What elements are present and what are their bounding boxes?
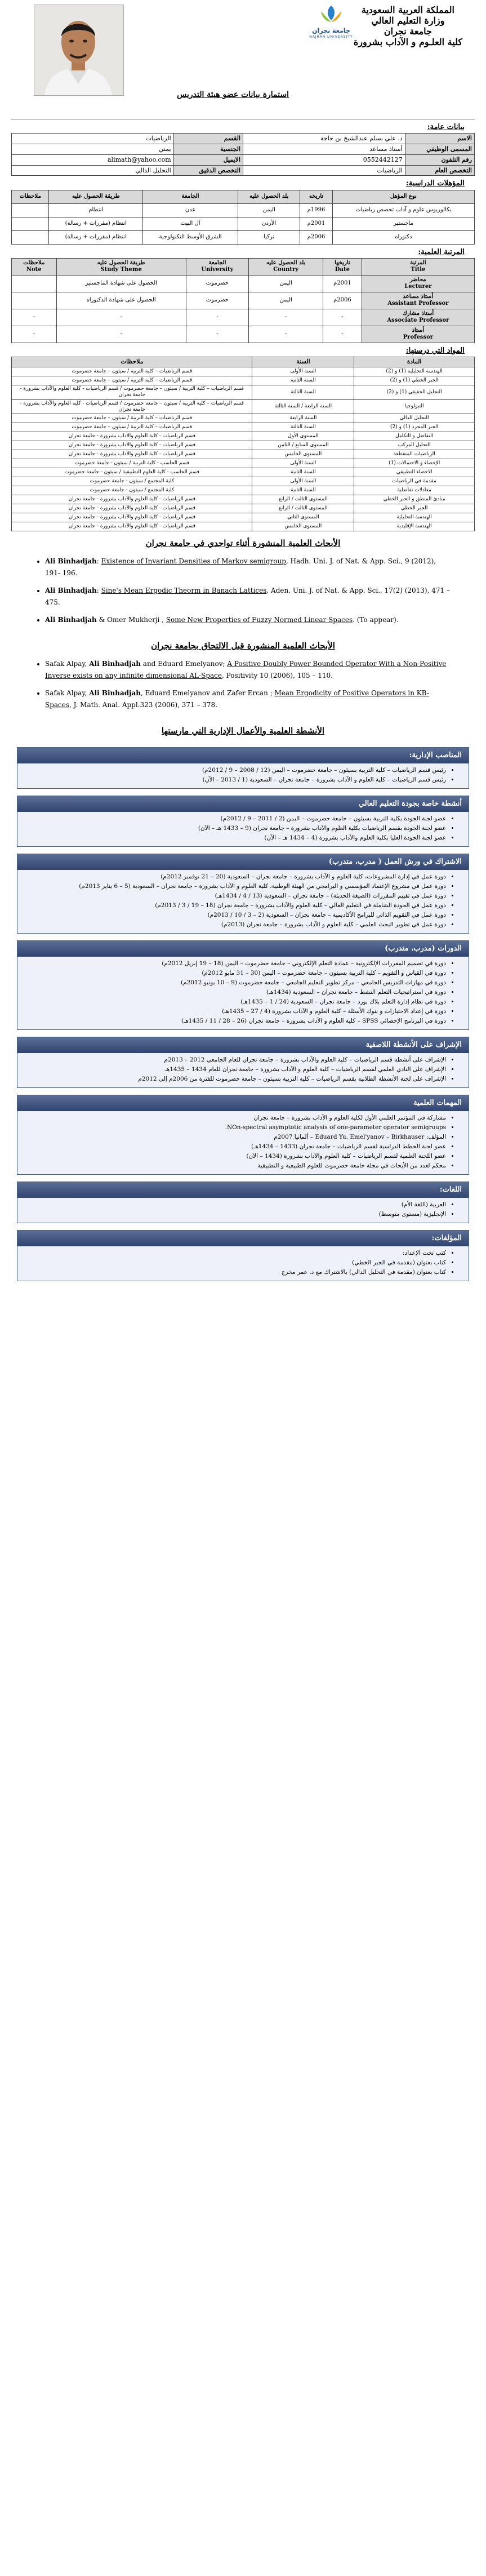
table-cell [12,217,49,230]
activity-item: • الإشراف على لجنة الأنشطة الطلابية بقسم الرياضيات – كلية التربية بسيئون – جامعة حضرموت للفترة من 2006م إلى 2012م [26,1074,446,1084]
table-cell: قسم الرياضيات – كلية التربية / سيئون – جامعة حضرموت [12,423,252,432]
table-cell: الإحصاء و الاحتمالات (1) [354,459,475,468]
rank-title-ar: أستاذ مشارك [402,310,434,317]
publication-sep: : [96,586,101,594]
activity-section [17,1230,469,1281]
table-cell: الحصول على شهادة الدكتوراه [56,292,186,309]
table-cell: - [56,309,186,326]
activity-item: • NOn-spectral asymptotic analysis of one-parameter operator semigroups. [26,1123,446,1132]
table-cell: قسم الرياضيات – كلية التربية / سيئون – جامعة حضرموت [12,414,252,423]
activity-list [17,957,469,1029]
label-cell: التخصص الدقيق [173,165,243,176]
activity-section [17,1037,469,1088]
activity-item: • دورة عمل في التقويم الذاتي للبرامج الأكاديمية – جامعة نجران – السعودية (2 – 3 / 10 / 2013م) [26,911,446,920]
table-cell: السنة الرابعة / السنة الثالثة [252,399,354,414]
table-cell: قسم الحاسب - كلية العلوم التطبيقية / سيئون - جامعة حضرموت [12,468,252,477]
table-cell: - [12,326,57,343]
table-cell: الجبر الخطي [354,504,475,513]
activity-list [17,1246,469,1281]
table-cell: - [249,309,323,326]
header-line: جامعة نجران [384,26,432,37]
table-cell: آل البيت [143,217,238,230]
table-cell: انتظام (مقررات + رسالة) [49,230,143,244]
activity-section [17,796,469,847]
label-cell: الايميل [173,154,243,165]
publications-nu-list [11,553,475,634]
table-cell: المستوى الثالث / الرابع [252,504,354,513]
table-cell: المستوى الخامس [252,522,354,531]
table-row [12,432,475,441]
header-line: وزارة التعليم العالي [371,15,445,26]
activity-item: • دورة عمل في تقييم المقررات (الصيغة الحديثة) – جامعة نجران – السعودية (13 / 4 / 1434هـ) [26,891,446,901]
publication-ref: . (To appear). [353,615,399,624]
column-header: بلد الحصول عليه [238,190,300,203]
activity-section-header: الدورات (مدرب، متدرب) [17,941,469,957]
publication-coauthor: Safak Alpay, [45,689,90,697]
table-row [12,230,475,244]
activity-item: • رئيس قسم الرياضيات – كلية التربية بسيئون – جامعة حضرموت – اليمن (12 / 2008 – 9 / 2012م) [26,766,446,775]
table-cell: قسم الرياضيات - كلية العلوم والآداب بشرورة - جامعة نجران [12,432,252,441]
publication-title: A Positive Doubly Power Bounded Operator With a Non-Positive Inverse exists on any infinite dimensional AL-Space [45,659,447,679]
activity-section-header: الإشراف على الأنشطة اللاصفية [17,1037,469,1053]
activity-list [17,870,469,933]
label-cell: رقم التلفون [405,154,474,165]
publication-title: Mean Ergodicity of Positive Operators in KB-Spaces [45,689,429,709]
activity-item: • عضو اللجنة العلمية لقسم الرياضيات – كلية العلوم والآداب بشرورة (1434 – الآن) [26,1152,446,1161]
table-row [12,399,475,414]
rank-title-ar: أستاذ [412,327,425,334]
rank-title-en: Lecturer [404,283,432,290]
publication-sep: : [96,557,101,565]
activity-item: • العربية (اللغة الأم) [26,1200,446,1210]
value-cell: 0552442127 [243,154,405,165]
table-row [12,459,475,468]
table-cell: - [323,309,362,326]
activity-section [17,1095,469,1175]
table-cell: كلية المجتمع / سيئون - جامعة حضرموت [12,477,252,486]
publications-nu-heading: الأبحاث العلمية المنشورة أثناء تواجدي في جامعة نجران [145,538,341,549]
activity-item: • دورة في مهارات التدريس الجامعي – مركز تطوير التعليم الجامعي – جامعة حضرموت (9 – 10 يونيو 2012م) [26,978,446,988]
general-info-heading: بيانات عامة: [427,123,465,131]
activity-item: • عضو لجنة الجودة العليا بكلية العلوم والآداب بشرورة (4 – 1434 هـ – الآن) [26,833,446,843]
table-cell: اليمن [249,275,323,292]
table-cell: الهندسة الإقليدية [354,522,475,531]
table-row [12,441,475,450]
column-header: تاريخها Date [323,258,362,275]
table-row [12,326,475,343]
table-cell: 2006م [323,292,362,309]
table-cell [12,275,57,292]
table-cell [12,292,57,309]
table-row [12,477,475,486]
publication-title: Existence of Invariant Densities of Markov semigroup [101,557,286,565]
table-cell: مبادئ المنطق و الجبر الخطي [354,495,475,504]
form-title: استمارة بيانات عضو هيئة التدريس [177,90,289,99]
column-header: المادة [354,357,475,367]
publication-sep: and Eduard Emelyanov; [140,659,228,668]
publication-author: Ali Binhadjah [89,689,141,697]
logo-english-text: NAJRAN UNIVERSITY [309,34,353,39]
table-cell [12,203,49,217]
table-cell: السنة الثانية [252,486,354,495]
rank-title-ar: محاضر [409,276,426,283]
value-cell: د. علي بسلم عبدالشيخ بن حاجة [243,134,405,144]
table-cell: قسم الرياضيات – كلية التربية / سيئون – جامعة حضرموت / قسم الرياضيات - كلية العلوم والآداب بشرورة - جامعة نجران [12,399,252,414]
activity-item: • الإشراف على النادي العلمي لقسم الرياضيات – كلية العلوم و الآداب بشرورة – جامعة نجران للعام 1434 – 1435هـ [26,1065,446,1074]
publication-coauthor: Safak Alpay, [45,659,90,668]
activity-item: • المؤلف: Eduard Yu. Emel'yanov – Birkhauser – ألمانيا 2007م [26,1132,446,1142]
table-cell: - [12,309,57,326]
column-header: السنة [252,357,354,367]
table-cell: المستوى السابع / الثامن [252,441,354,450]
activity-list [17,1053,469,1087]
table-header-row [12,357,475,367]
activity-item: • عضو لجنة الجودة بكلية التربية بسيئون – جامعة حضرموت – اليمن (2 / 2011 – 9 / 2012م) [26,814,446,824]
label-cell: القسم [173,134,243,144]
table-cell: اليمن [238,203,300,217]
table-cell: التحليل الحقيقي (1) و (2) [354,385,475,400]
rank-title-cell [362,292,474,309]
table-cell: المستوى الثاني [252,513,354,522]
table-cell: المستوى الأول [252,432,354,441]
table-cell: التحليل الدالي [354,414,475,423]
column-header: الجامعة [143,190,238,203]
column-header: طريقة الحصول عليه Study Theme [56,258,186,275]
rank-title-ar: أستاذ مساعد [403,293,434,300]
activity-section [17,854,469,934]
column-header: ملاحظات Note [12,258,57,275]
qualifications-heading: المؤهلات الدراسية: [405,179,465,188]
column-header: ملاحظات [12,190,49,203]
activity-item: • الإنجليزية (مستوى متوسط) [26,1210,446,1219]
table-cell: الجبر الخطي (1) و (2) [354,376,475,385]
activity-item: • دورة في القياس و التقويم – كلية التربية بسيئون – جامعة حضرموت – اليمن (30 – 31 مايو 2012م) [26,969,446,978]
table-row [12,203,475,217]
table-cell: قسم الرياضيات – كلية التربية / سيئون – جامعة حضرموت [12,367,252,376]
table-cell: قسم الرياضيات - كلية العلوم والآداب بشرورة - جامعة نجران [12,441,252,450]
rank-title-cell [362,275,474,292]
table-row [12,414,475,423]
activity-list [17,763,469,788]
table-row [12,165,475,176]
ranks-body [12,275,475,343]
publication-item [45,585,452,609]
rank-title-cell [362,309,474,326]
table-cell: السنة الأولى [252,367,354,376]
label-cell: المسمى الوظيفي [405,144,474,155]
activity-section-header: المناصب الإدارية: [17,748,469,763]
value-cell: الرياضيات [12,134,174,144]
table-cell: دكتوراه [332,230,474,244]
table-row [12,495,475,504]
table-cell: 2001م [323,275,362,292]
table-cell: الجبر المجرد (1) و (2) [354,423,475,432]
courses-heading: المواد التي درستها: [405,346,465,355]
table-cell: انتظام (مقررات + رسالة) [49,217,143,230]
value-cell: يمني [12,144,174,155]
ranks-table [11,258,475,343]
table-cell: تركيا [238,230,300,244]
table-row [12,154,475,165]
activity-item: • مشاركة في المؤتمر العلمي الأول لكلية العلوم و الآداب بشرورة – جامعة نجران [26,1113,446,1123]
label-cell: الجنسية [173,144,243,155]
activity-item: • دورة عمل في مشروع الإعتماد المؤسسي و البرامجي من الهيئة الوطنية، كلية العلوم و الآداب بشرورة – جامعة نجران – السعودية (5 – 6 يناير 2013م) [26,882,446,891]
table-header-row [12,190,475,203]
university-logo-icon [314,3,348,25]
value-cell: الرياضيات [243,165,405,176]
rank-title-en: Assistant Professor [387,300,449,307]
activity-item: • رئيس قسم الرياضيات – كلية العلوم و الآداب بشرورة – جامعة نجران – السعودية (1 / 2013 – الآن) [26,775,446,785]
activity-section-header: المؤلفات: [17,1231,469,1246]
table-cell: الاحصاء التطبيقي [354,468,475,477]
publication-item [45,687,452,711]
value-cell: التحليل الدالي [12,165,174,176]
label-cell: الاسم [405,134,474,144]
ranks-heading: المرتبة العلمية: [418,247,465,256]
table-row [12,468,475,477]
table-cell: الرياضيات المتقطعة [354,450,475,459]
table-row [12,522,475,531]
rank-title-en: Professor [403,334,434,341]
table-cell: كلية المجتمع / سيئون - جامعة حضرموت [12,486,252,495]
column-header: طريقة الحصول عليه [49,190,143,203]
column-header: بلد الحصول عليه Country [249,258,323,275]
table-cell: السنة الأولى [252,477,354,486]
table-cell: - [186,309,248,326]
publication-author: Ali Binhadjah [45,557,97,565]
table-cell: السنة الثالثة [252,385,354,400]
table-cell: بكالوريوس علوم و آداب تخصص رياضيات [332,203,474,217]
table-row [12,367,475,376]
table-cell: الشرق الأوسط التكنولوجية [143,230,238,244]
table-cell: السنة الرابعة [252,414,354,423]
table-cell: قسم الحاسب - كلية التربية / سيئون - جامعة حضرموت [12,459,252,468]
column-header: المرتبة Title [362,258,474,275]
courses-table [11,357,475,531]
table-row [12,486,475,495]
table-row [12,144,475,155]
logo-arabic-text: جامعة نجران [312,27,350,35]
table-row [12,423,475,432]
activity-item: • دورة عمل في تطوير البحث العلمي – كلية العلوم و الآداب بشرورة – جامعة نجران (2013م) [26,920,446,930]
table-cell: حضرموت [186,292,248,309]
activities-heading: الأنشطة العلمية والأعمال الإدارية التي مارستها [161,725,325,736]
publication-ref: , Positivity 10 (2006), 105 – 110. [222,671,333,679]
table-cell: قسم الرياضيات - كلية العلوم والآداب بشرورة - جامعة نجران [12,450,252,459]
university-logo [306,3,356,39]
table-row [12,275,475,292]
activity-list [17,812,469,846]
activity-item: • عضو لجنة الجودة بقسم الرياضيات بكلية العلوم والآداب بشرورة – جامعة نجران (9 – 1433 هـ – الآن) [26,824,446,833]
activity-item: • دورة في تصميم المقررات الإلكترونية – عمادة التعلم الإلكتروني – جامعة حضرموت – اليمن (18 – 19 إبريل 2012م) [26,959,446,969]
table-cell: معادلات تفاضلية [354,486,475,495]
table-header-row [12,258,475,275]
activity-list [17,1111,469,1174]
table-row [12,513,475,522]
qualifications-table [11,190,475,245]
table-row [12,292,475,309]
publication-ref: , J. Math. Anal. Appl.323 (2006), 371 – 378. [69,700,218,709]
table-row [12,134,475,144]
table-cell: انتظام [49,203,143,217]
label-cell: التخصص العام [405,165,474,176]
table-cell: التبولوجيا [354,399,475,414]
publication-ref: , Aden. Uni. J. of Nat. & App. Sci., 17(2) (2013), 471 – 475. [45,586,450,606]
value-cell: أستاذ مساعد [243,144,405,155]
activity-item: • محكم لعدد من الأبحاث في مجلة جامعة حضرموت للعلوم الطبيعية و التطبيقية [26,1161,446,1171]
table-cell: - [249,326,323,343]
activity-item: • دورة في إعداد الاختبارات و بنوك الأسئلة – كلية العلوم و الآداب بشرورة (4 / 27 – 1435هـ) [26,1007,446,1016]
table-cell: السنة الثانية [252,468,354,477]
portrait-image [34,5,123,96]
activity-section [17,940,469,1030]
table-cell: اليمن [249,292,323,309]
activity-section-header: الاشتراك في ورش العمل ( مدرب، متدرب) [17,854,469,870]
table-cell: - [323,326,362,343]
table-cell [12,230,49,244]
table-cell: الحصول على شهادة الماجستير [56,275,186,292]
courses-body [12,367,475,531]
table-cell: قسم الرياضيات – كلية التربية / سيئون – جامعة حضرموت [12,376,252,385]
activity-section-header: اللغات: [17,1182,469,1198]
activity-section-header: أنشطة خاصة بجودة التعليم العالي [17,796,469,812]
table-row [12,309,475,326]
table-cell: الهندسة التحليلية (1) و (2) [354,367,475,376]
column-header: الجامعة University [186,258,248,275]
publications-prior-heading: الأبحاث العلمية المنشورة قبل الالتحاق بجامعة نجران [151,640,335,651]
table-row [12,217,475,230]
activity-item: • دورة في استراتيجيات التعلم النشط – جامعة نجران – السعودية (1434هـ) [26,988,446,997]
table-cell: 1996م [300,203,332,217]
publication-title: Sine's Mean Ergodic Theorm in Banach Lattices [101,586,267,594]
table-cell: عدن [143,203,238,217]
kingdom-header [354,5,462,47]
header-line: المملكة العربية السعودية [361,5,454,15]
rank-title-en: Associate Professor [387,317,449,324]
publication-item [45,556,452,579]
column-header: نوع المؤهل [332,190,474,203]
qualifications-body [12,203,475,244]
activity-item: • دورة عمل في الجودة الشاملة في التعليم العالي – كلية العلوم والآداب بشرورة – جامعة نجران (18 – 19 / 3 / 2013م) [26,901,446,911]
general-info-table [11,133,475,176]
table-cell: قسم الرياضيات – كلية التربية / سيئون – جامعة حضرموت / قسم الرياضيات - كلية العلوم والآداب بشرورة - جامعة نجران [12,385,252,400]
table-cell: المستوى الثالث / الرابع [252,495,354,504]
rank-title-cell [362,326,474,343]
publication-title: Some New Properties of Fuzzy Normed Linear Spaces [166,615,353,624]
publication-author: Ali Binhadjah [45,615,97,624]
column-header: تاريخه [300,190,332,203]
table-row [12,376,475,385]
activity-item: • عضو لجنة الخطط الدراسية لقسم الرياضيات – جامعة نجران (1433 – 1434هـ) [26,1142,446,1152]
table-cell: 2006م [300,230,332,244]
table-cell: السنة الثالثة [252,423,354,432]
table-cell: حضرموت [186,275,248,292]
activity-item: • دورة في نظام إدارة التعلم بلاك بورد – جامعة نجران – السعودية (24 / 1 – 1435هـ) [26,997,446,1007]
table-cell: قسم الرياضيات - كلية العلوم والآداب بشرورة - جامعة نجران [12,513,252,522]
table-cell: التحليل المركب [354,441,475,450]
publication-sep: , Eduard Emelyanov and Zafer Ercan ; [140,689,275,697]
activity-item: • دورة في البرنامج الإحصائي SPSS – كلية العلوم و الآداب بشرورة – جامعة نجران (26 – 28 / 11 / 1435هـ) [26,1016,446,1026]
activity-section-header: المهمات العلمية [17,1095,469,1111]
profile-photo [34,5,124,96]
activity-item: • الإشراف على أنشطة قسم الرياضيات – كلية العلوم والآداب بشرورة – جامعة نجران للعام الجامعي 2012 – 2013م [26,1055,446,1065]
table-cell: التفاضل و التكامل [354,432,475,441]
header-line: كلية العلـوم و الآداب بشرورة [353,37,462,47]
publication-author: Ali Binhadjah [89,659,141,668]
publications-prior-list [11,656,475,719]
activities-container [11,747,475,1281]
table-cell: المستوى الخامس [252,450,354,459]
table-cell: الهندسة التحليلية [354,513,475,522]
publication-item [45,658,452,682]
table-cell: مقدمة في الرياضيات [354,477,475,486]
table-cell: الأردن [238,217,300,230]
activity-item: • كتاب بعنوان (مقدمة في التحليل الدالي) بالاشتراك مع د. عمر مخرج [26,1268,446,1277]
activity-item: • كتب تحت الإعداد: [26,1249,446,1258]
table-cell: - [186,326,248,343]
table-cell: قسم الرياضيات - كلية العلوم والآداب بشرورة - جامعة نجران [12,504,252,513]
activity-list [17,1198,469,1223]
table-cell: قسم الرياضيات - كلية العلوم والآداب بشرورة - جامعة نجران [12,495,252,504]
table-cell: 2001م [300,217,332,230]
publication-author: Ali Binhadjah [45,586,97,594]
table-row [12,450,475,459]
table-cell: السنة الثانية [252,376,354,385]
publication-ref: , Hadh. Uni. J. of Nat. & App. Sci., 9 (2012), 191- 196. [45,557,436,577]
table-cell: قسم الرياضيات - كلية العلوم والآداب بشرورة - جامعة نجران [12,522,252,531]
activity-section [17,747,469,789]
activity-item: • دورة عمل في إدارة المشروعات، كلية العلوم و الآداب بشرورة – جامعة نجران – السعودية (20 – 21 نوفمبر 2012م) [26,872,446,882]
page-header [11,0,475,119]
publication-sep: & Omer Mukherji , [96,615,166,624]
activity-item: • كتاب بعنوان (مقدمة في الجبر الخطي) [26,1258,446,1268]
table-row [12,385,475,400]
table-row [12,504,475,513]
table-cell: ماجستير [332,217,474,230]
activity-section [17,1182,469,1223]
publication-item [45,614,452,626]
column-header: ملاحظات [12,357,252,367]
value-cell: alimath@yahoo.com [12,154,174,165]
table-cell: السنة الأولى [252,459,354,468]
table-cell: - [56,326,186,343]
